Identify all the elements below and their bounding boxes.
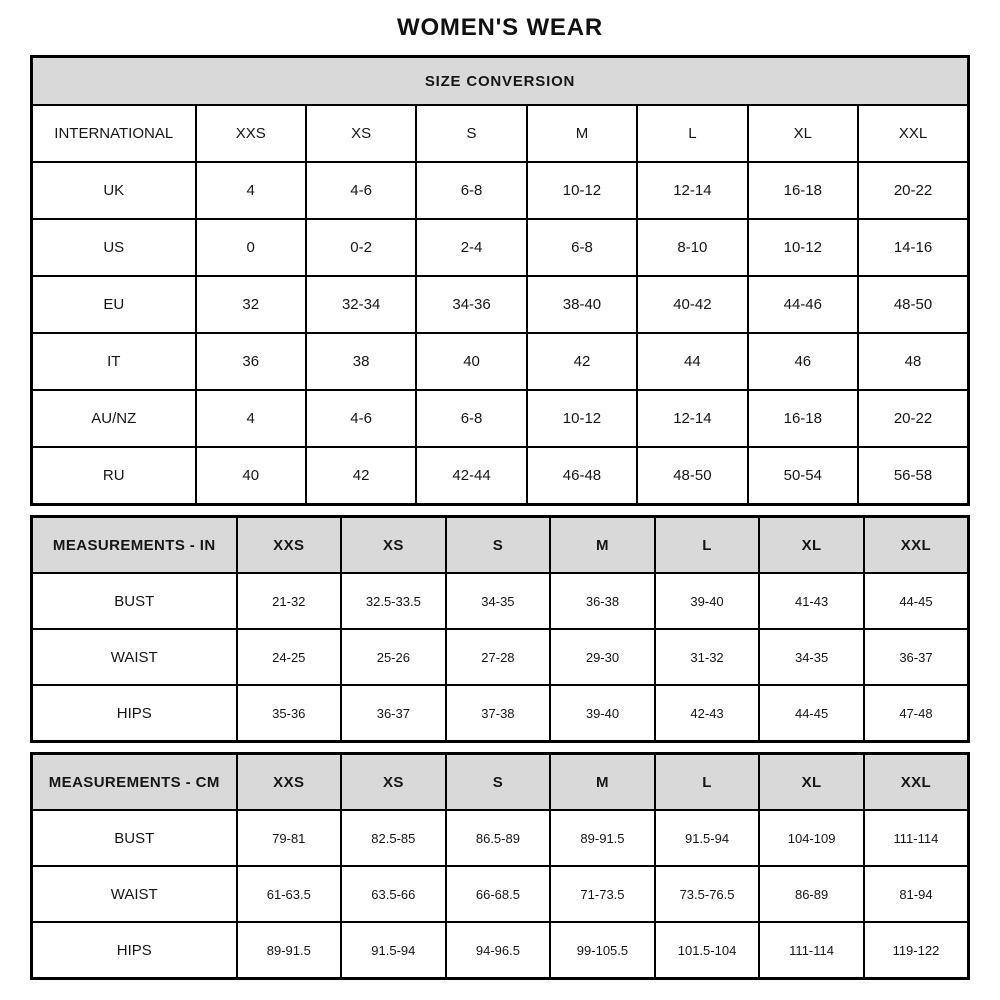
value-cell: 86.5-89 [446,810,551,866]
column-header: XXS [237,754,342,811]
column-header: S [416,105,526,162]
table-row [32,219,969,276]
value-cell: 34-36 [416,276,526,333]
column-header: XL [759,517,864,574]
value-cell: 36-38 [550,573,655,629]
row-label: HIPS [32,922,237,979]
table-row [32,276,969,333]
value-cell: 79-81 [237,810,342,866]
table-banner-row [32,57,969,106]
value-cell: 42-44 [416,447,526,505]
value-cell: 119-122 [864,922,969,979]
value-cell: 81-94 [864,866,969,922]
value-cell: 36-37 [341,685,446,742]
value-cell: 89-91.5 [237,922,342,979]
value-cell: 14-16 [858,219,968,276]
column-header: M [527,105,637,162]
row-label: US [32,219,196,276]
column-header: M [550,517,655,574]
row-label: IT [32,333,196,390]
value-cell: 27-28 [446,629,551,685]
column-header: XXL [858,105,968,162]
value-cell: 4 [196,390,306,447]
column-header: XS [341,754,446,811]
value-cell: 37-38 [446,685,551,742]
value-cell: 24-25 [237,629,342,685]
table-header-row [32,105,969,162]
value-cell: 63.5-66 [341,866,446,922]
value-cell: 48-50 [637,447,747,505]
value-cell: 4 [196,162,306,219]
column-header: MEASUREMENTS - IN [32,517,237,574]
value-cell: 91.5-94 [341,922,446,979]
row-label: AU/NZ [32,390,196,447]
value-cell: 0-2 [306,219,416,276]
row-label: UK [32,162,196,219]
value-cell: 44-46 [748,276,858,333]
value-cell: 101.5-104 [655,922,760,979]
row-label: EU [32,276,196,333]
value-cell: 38-40 [527,276,637,333]
value-cell: 50-54 [748,447,858,505]
value-cell: 35-36 [237,685,342,742]
value-cell: 10-12 [527,162,637,219]
table-row [32,333,969,390]
table-row [32,685,969,742]
column-header: INTERNATIONAL [32,105,196,162]
value-cell: 40 [196,447,306,505]
value-cell: 39-40 [655,573,760,629]
column-header: XXS [196,105,306,162]
value-cell: 6-8 [527,219,637,276]
column-header: XXL [864,517,969,574]
column-header: L [655,754,760,811]
value-cell: 8-10 [637,219,747,276]
value-cell: 48-50 [858,276,968,333]
column-header: XS [341,517,446,574]
size-conversion-table [30,55,970,506]
value-cell: 44-45 [759,685,864,742]
value-cell: 0 [196,219,306,276]
value-cell: 86-89 [759,866,864,922]
value-cell: 41-43 [759,573,864,629]
value-cell: 10-12 [748,219,858,276]
table-row [32,162,969,219]
value-cell: 71-73.5 [550,866,655,922]
value-cell: 47-48 [864,685,969,742]
row-label: BUST [32,573,237,629]
value-cell: 32-34 [306,276,416,333]
value-cell: 6-8 [416,162,526,219]
table-banner: SIZE CONVERSION [32,57,969,106]
table-row [32,390,969,447]
value-cell: 111-114 [864,810,969,866]
value-cell: 12-14 [637,162,747,219]
value-cell: 36 [196,333,306,390]
column-header: L [637,105,747,162]
value-cell: 42-43 [655,685,760,742]
value-cell: 21-32 [237,573,342,629]
column-header: MEASUREMENTS - CM [32,754,237,811]
value-cell: 111-114 [759,922,864,979]
measurements-in-table [30,515,970,743]
row-label: HIPS [32,685,237,742]
column-header: L [655,517,760,574]
value-cell: 46 [748,333,858,390]
table-row [32,810,969,866]
value-cell: 25-26 [341,629,446,685]
value-cell: 48 [858,333,968,390]
value-cell: 94-96.5 [446,922,551,979]
page-title: WOMEN'S WEAR [397,14,603,41]
column-header: XS [306,105,416,162]
value-cell: 32 [196,276,306,333]
measurements-cm-table [30,752,970,980]
value-cell: 61-63.5 [237,866,342,922]
value-cell: 42 [306,447,416,505]
value-cell: 31-32 [655,629,760,685]
column-header: M [550,754,655,811]
table-header-row [32,517,969,574]
row-label: WAIST [32,629,237,685]
value-cell: 73.5-76.5 [655,866,760,922]
value-cell: 42 [527,333,637,390]
value-cell: 6-8 [416,390,526,447]
value-cell: 40-42 [637,276,747,333]
value-cell: 20-22 [858,162,968,219]
value-cell: 29-30 [550,629,655,685]
value-cell: 10-12 [527,390,637,447]
value-cell: 99-105.5 [550,922,655,979]
table-row [32,447,969,505]
value-cell: 46-48 [527,447,637,505]
value-cell: 39-40 [550,685,655,742]
column-header: XXS [237,517,342,574]
table-row [32,629,969,685]
value-cell: 104-109 [759,810,864,866]
value-cell: 44-45 [864,573,969,629]
value-cell: 40 [416,333,526,390]
value-cell: 12-14 [637,390,747,447]
value-cell: 2-4 [416,219,526,276]
value-cell: 44 [637,333,747,390]
column-header: XXL [864,754,969,811]
value-cell: 32.5-33.5 [341,573,446,629]
table-header-row [32,754,969,811]
value-cell: 16-18 [748,162,858,219]
value-cell: 38 [306,333,416,390]
value-cell: 34-35 [446,573,551,629]
row-label: BUST [32,810,237,866]
value-cell: 89-91.5 [550,810,655,866]
table-row [32,922,969,979]
table-row [32,866,969,922]
value-cell: 4-6 [306,390,416,447]
column-header: XL [759,754,864,811]
value-cell: 4-6 [306,162,416,219]
value-cell: 20-22 [858,390,968,447]
value-cell: 16-18 [748,390,858,447]
column-header: XL [748,105,858,162]
column-header: S [446,754,551,811]
value-cell: 66-68.5 [446,866,551,922]
value-cell: 82.5-85 [341,810,446,866]
row-label: WAIST [32,866,237,922]
value-cell: 91.5-94 [655,810,760,866]
value-cell: 36-37 [864,629,969,685]
value-cell: 34-35 [759,629,864,685]
column-header: S [446,517,551,574]
table-row [32,573,969,629]
value-cell: 56-58 [858,447,968,505]
row-label: RU [32,447,196,505]
